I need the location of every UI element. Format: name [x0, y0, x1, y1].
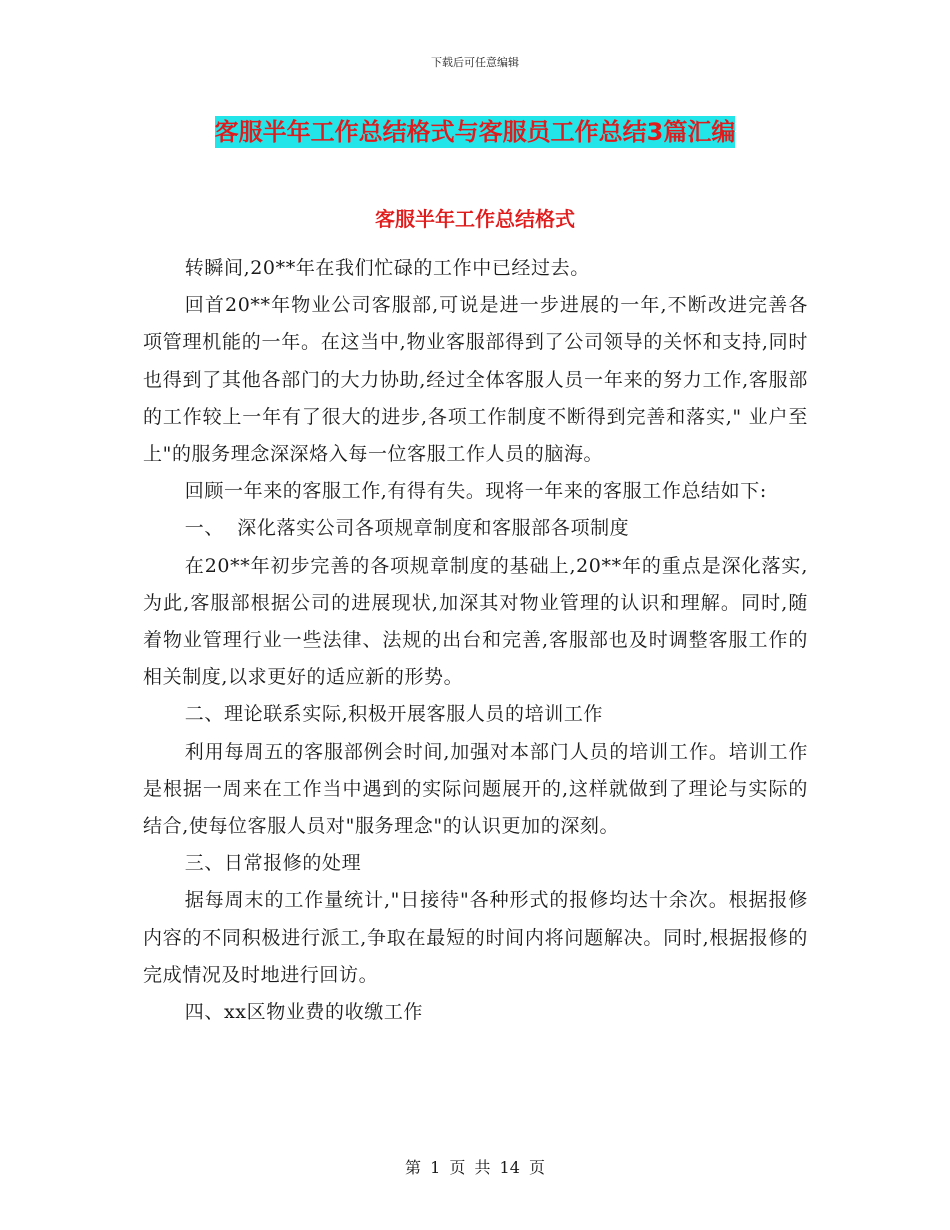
paragraph: 利用每周五的客服部例会时间,加强对本部门人员的培训工作。培训工作是根据一周来在工作当中遇到的实际问题展开的,这样就做到了理论与实际的结合,使每位客服人员对"服务理念"的认识更加的深刻。	[143, 740, 808, 838]
section-heading: 四、xx区物业费的收缴工作	[184, 1001, 424, 1024]
section-heading: 一、 深化落实公司各项规章制度和客服部各项制度	[184, 517, 630, 540]
section-heading: 二、理论联系实际,积极开展客服人员的培训工作	[184, 703, 604, 726]
header-note: 下载后可任意编辑	[431, 56, 519, 69]
document-title-text: 客服半年工作总结格式与客服员工作总结3篇汇编	[214, 118, 736, 146]
section-heading: 三、日常报修的处理	[184, 852, 362, 875]
page-number: 第 1 页 共 14 页	[405, 1158, 545, 1177]
paragraph: 回首20**年物业公司客服部,可说是进一步进展的一年,不断改进完善各项管理机能的一年。在这当中,物业客服部得到了公司领导的关怀和支持,同时也得到了其他各部门的大力协助,经过全体客服人员一年来的努力工作,客服部的工作较上一年有了很大的进步,各项工作制度不断得到完善和落实," 业户至上"的服务理念深深烙入每一位客服工作人员的脑海。	[143, 294, 808, 466]
paragraph: 据每周末的工作量统计,"日接待"各种形式的报修均达十余次。根据报修内容的不同积极进行派工,争取在最短的时间内将问题解决。同时,根据报修的完成情况及时地进行回访。	[143, 889, 808, 986]
paragraph: 在20**年初步完善的各项规章制度的基础上,20**年的重点是深化落实,为此,客服部根据公司的进展现状,加深其对物业管理的认识和理解。同时,随着物业管理行业一些法律、法规的出台和完善,客服部也及时调整客服工作的相关制度,以求更好的适应新的形势。	[143, 554, 808, 689]
paragraph: 回顾一年来的客服工作,有得有失。现将一年来的客服工作总结如下:	[184, 480, 767, 503]
body-text	[143, 250, 808, 1031]
document-title	[0, 112, 950, 147]
section-title: 客服半年工作总结格式	[375, 207, 575, 231]
paragraph: 转瞬间,20**年在我们忙碌的工作中已经过去。	[184, 257, 590, 279]
